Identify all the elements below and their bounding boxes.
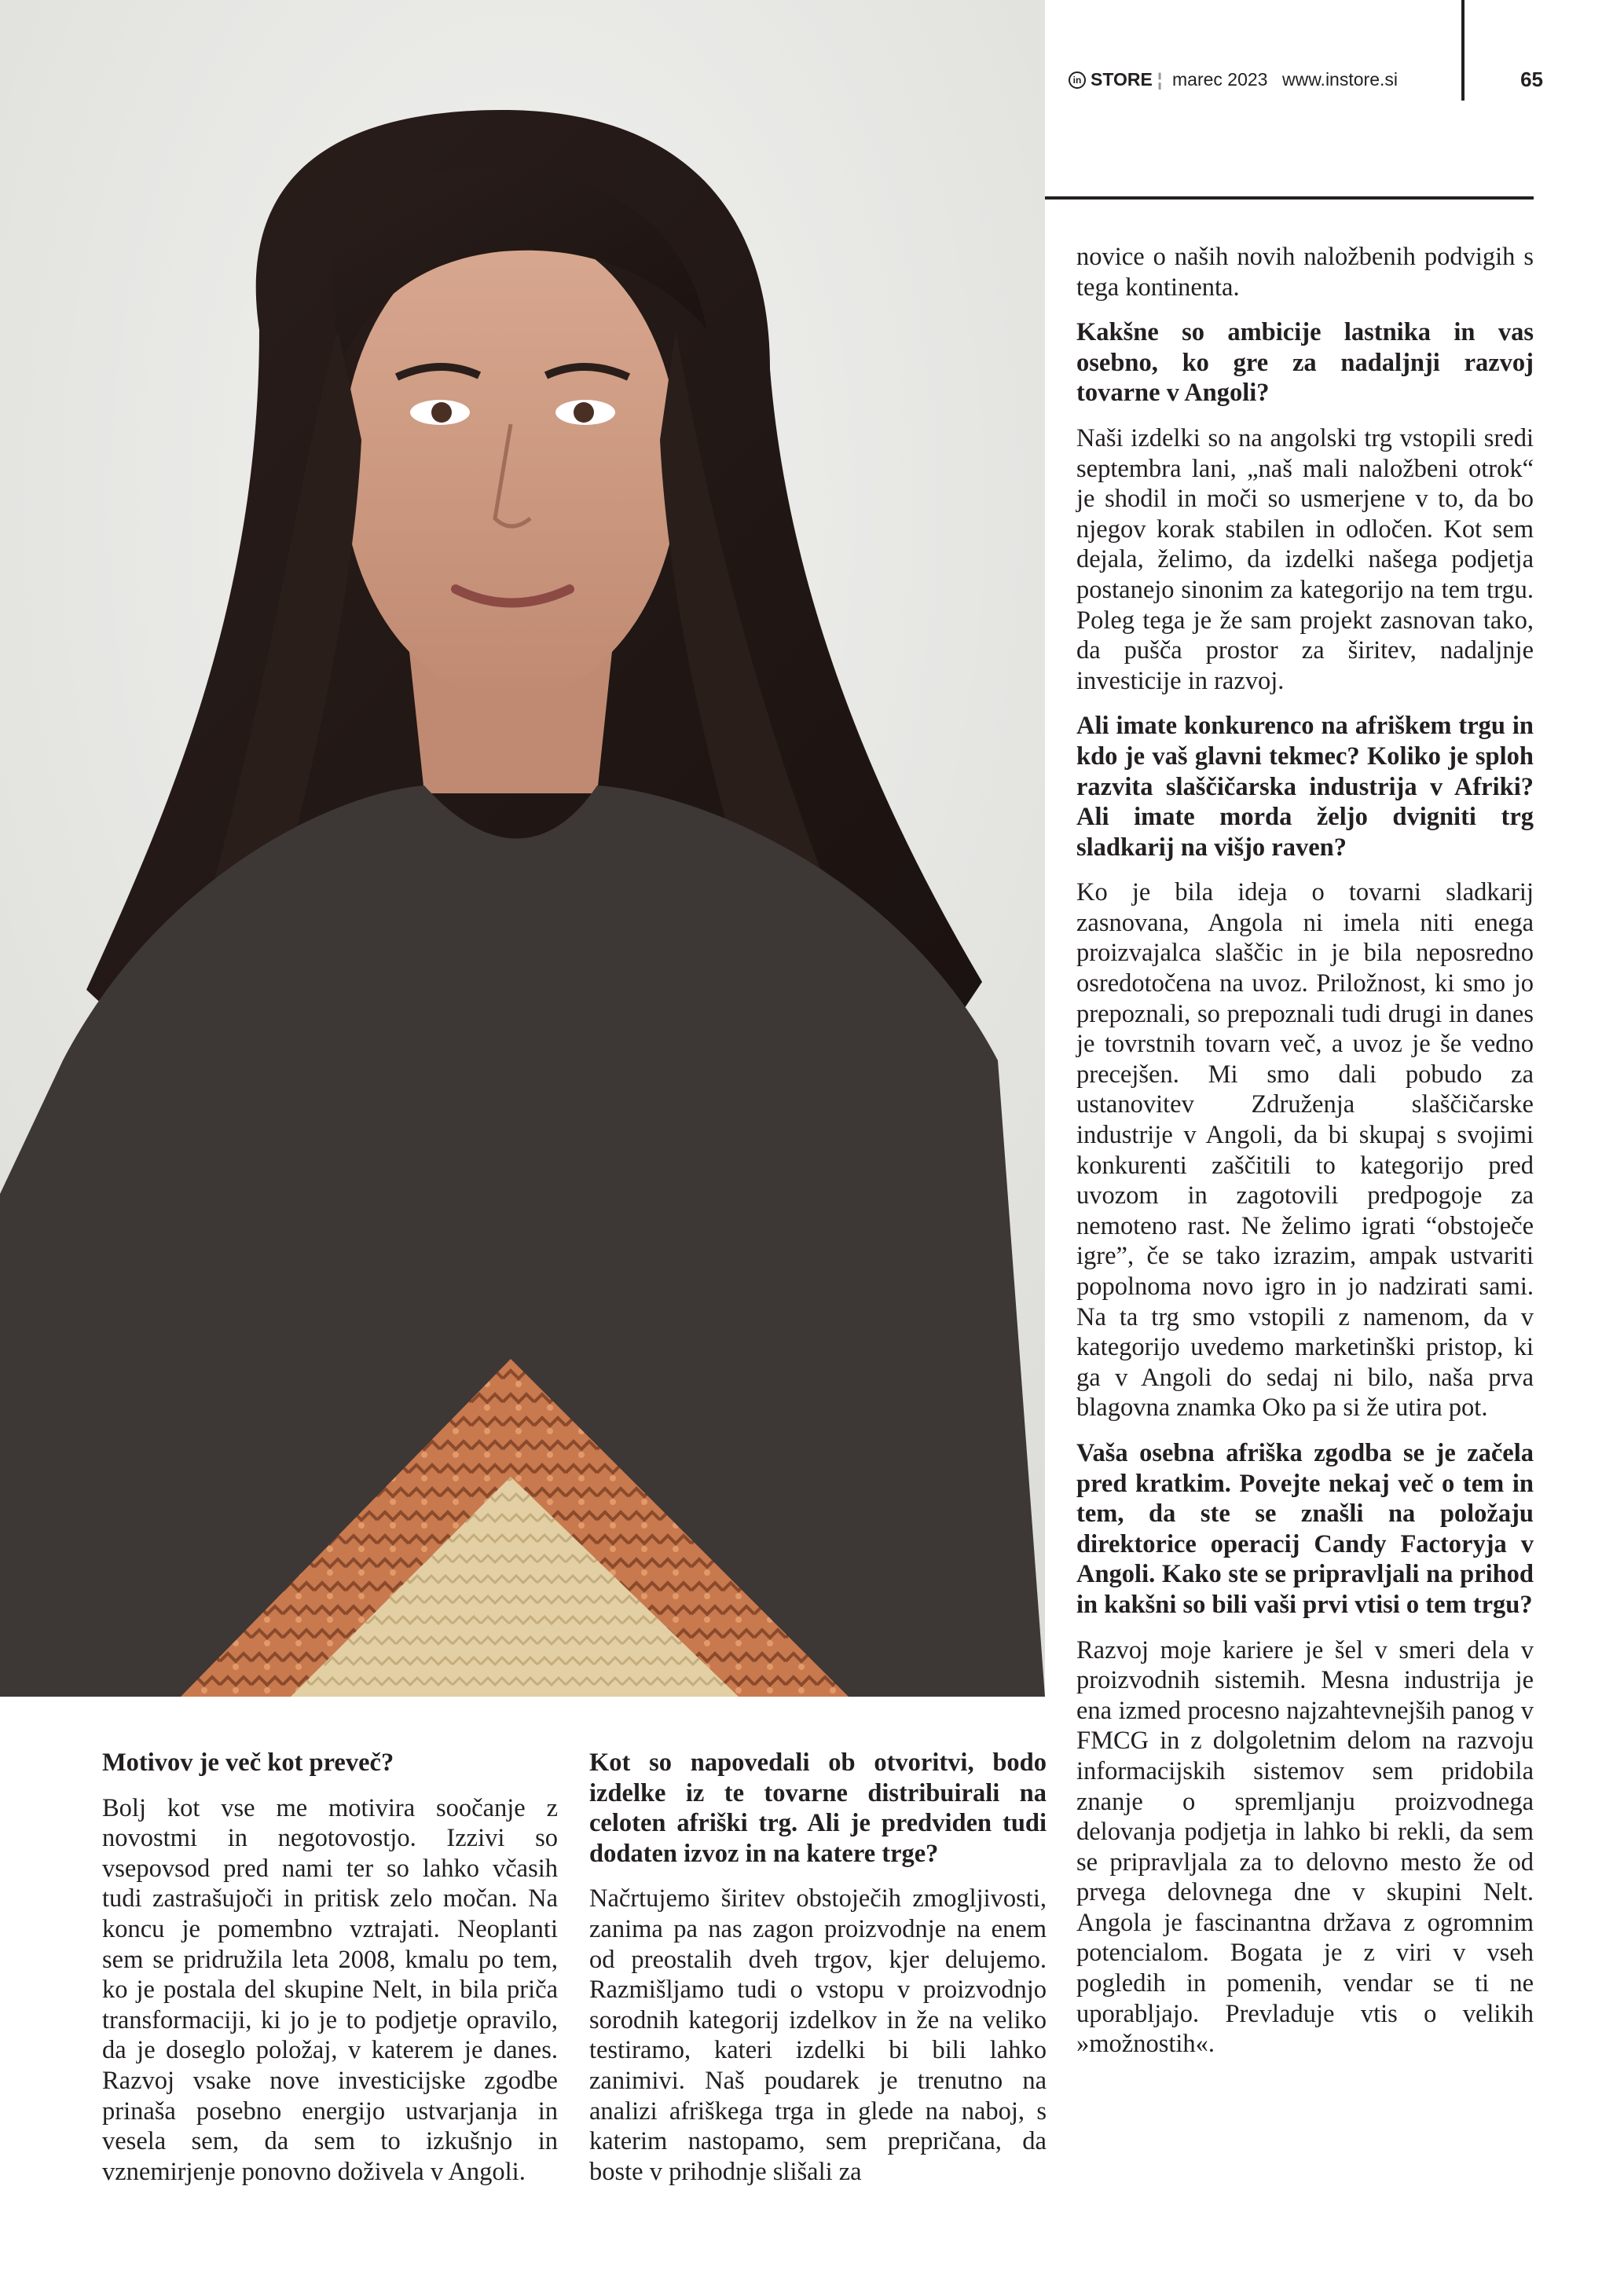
article-column-right bbox=[1076, 242, 1534, 2074]
column-top-rule bbox=[1045, 196, 1534, 200]
article-column-middle bbox=[589, 1748, 1047, 2202]
portrait-illustration bbox=[0, 0, 1045, 1697]
header-vertical-rule bbox=[1461, 0, 1465, 101]
brand bbox=[1069, 69, 1162, 90]
portrait-photo bbox=[0, 0, 1045, 1697]
answer: Bolj kot vse me motivira soočanje z novostmi in negotovostjo. Izzivi so vsepovsod pred nami ter so lahko včasih tudi zastrašujoči in pritisk zelo močan. Na koncu je pomembno vztrajati. Neoplanti sem se pridružila leta 2008, kmalu po tem, ko je postala del skupine Nelt, in bila priča transformaciji, ki jo je to podjetje opravilo, da je doseglo položaj, v katerem je danes. Razvoj vsake nove investicijske zgodbe prinaša posebno energijo ustvarjanja in vesela sem, da sem to izkušnjo in vznemirjenje ponovno doživela v Angoli. bbox=[102, 1793, 558, 2186]
in-store-circle-icon: in bbox=[1069, 71, 1086, 89]
answer: Načrtujemo širitev obstoječih zmogljivosti, zanima pa nas zagon proizvodnje na enem od preostalih dveh trgov, kjer delujemo. Razmišljamo tudi o vstopu v proizvodnjo sorodnih kategorij izdelkov in že na veliko testiramo, kateri izdelki bi bili lahko zanimivi. Naš poudarek je trenutno na analizi afriškega trga in glede na naboj, s katerim nastopamo, sem prepričana, da boste v prihodnje slišali za bbox=[589, 1884, 1047, 2186]
separator: ¦ bbox=[1157, 69, 1163, 90]
question: Ali imate konkurenco na afriškem trgu in kdo je vaš glavni tekmec? Koliko je sploh razvita slaščičarska industrija v Afriki? Ali imate morda željo dvigniti trg sladkarij na višjo raven? bbox=[1076, 712, 1534, 862]
article-column-left bbox=[102, 1748, 558, 2202]
question: Kakšne so ambicije lastnika in vas osebno, ko gre za nadaljnji razvoj tovarne v Angoli? bbox=[1076, 318, 1534, 408]
website-link[interactable]: www.instore.si bbox=[1282, 69, 1398, 90]
answer: Naši izdelki so na angolski trg vstopili sredi septembra lani, „naš mali naložbeni otrok“ je shodil in moči so usmerjene v to, da bo njegov korak stabilen in odločen. Kot sem dejala, želimo, da izdelki našega podjetja postanejo sinonim za kategorijo na tem trgu. Poleg tega je že sam projekt zasnovan tako, da pušča prostor za širitev, nadaljnje investicije in razvoj. bbox=[1076, 423, 1534, 695]
brand-name: STORE bbox=[1091, 69, 1153, 90]
paragraph: novice o naših novih naložbenih podvigih s tega kontinenta. bbox=[1076, 243, 1534, 302]
question: Motivov je več kot preveč? bbox=[102, 1749, 394, 1777]
answer: Razvoj moje kariere je šel v smeri dela v proizvodnih sistemih. Mesna industrija je ena izmed procesno najzahtevnejših panog v FMCG in z dolgoletnim delom na razvoju informacijskih sistemov sem pridobila znanje o spremljanju proizvodnega delovanja podjetja in lahko bi rekli, da sem se pripravljala za to delovno mesto že od prvega delovnega dne v skupini Nelt. Angola je fascinantna država z ogromnim potencialom. Bogata je z viri v vseh pogledih in pomenih, vendar se ti ne uporabljajo. Prevladuje vtis o velikih »možnostih«. bbox=[1076, 1635, 1534, 2059]
answer: Ko je bila ideja o tovarni sladkarij zasnovana, Angola ni imela niti enega proizvajalca slaščic in je bila neposredno osredotočena na uvoz. Priložnost, ki smo jo prepoznali, so prepoznali tudi drugi in danes je tovrstnih tovarn več, a uvoz je še vedno precejšen. Mi smo dali pobudo za ustanovitev Združenja slaščičarske industrije v Angoli, da bi skupaj s svojimi konkurenti zaščitili to kategorijo pred uvozom in zagotovili predpogoje za nemoteno rast. Ne želimo igrati “obstoječe igre”, če se tako izrazim, ampak ustvariti popolnoma novo igro in jo nadzirati sami. Na ta trg smo vstopili z namenom, da v kategorijo uvedemo marketinški pristop, ki ga v Angoli do sedaj ni bilo, naša prva blagovna znamka Oko pa si že utira pot. bbox=[1076, 878, 1534, 1423]
issue-date: marec 2023 bbox=[1172, 69, 1268, 90]
question: Kot so napovedali ob otvoritvi, bodo izdelke iz te tovarne distribuirali na celoten afriški trg. Ali je predviden tudi dodaten izvoz in na katere trge? bbox=[589, 1749, 1047, 1868]
page-header bbox=[1062, 61, 1543, 108]
page-number: 65 bbox=[1520, 68, 1543, 91]
question: Vaša osebna afriška zgodba se je začela pred kratkim. Povejte nekaj več o tem in tem, da ste se znašli na položaju direktorice operacij Candy Factoryja v Angoli. Kako ste se pripravljali na prihod in kakšni so bili vaši prvi vtisi o tem trgu? bbox=[1076, 1438, 1534, 1619]
